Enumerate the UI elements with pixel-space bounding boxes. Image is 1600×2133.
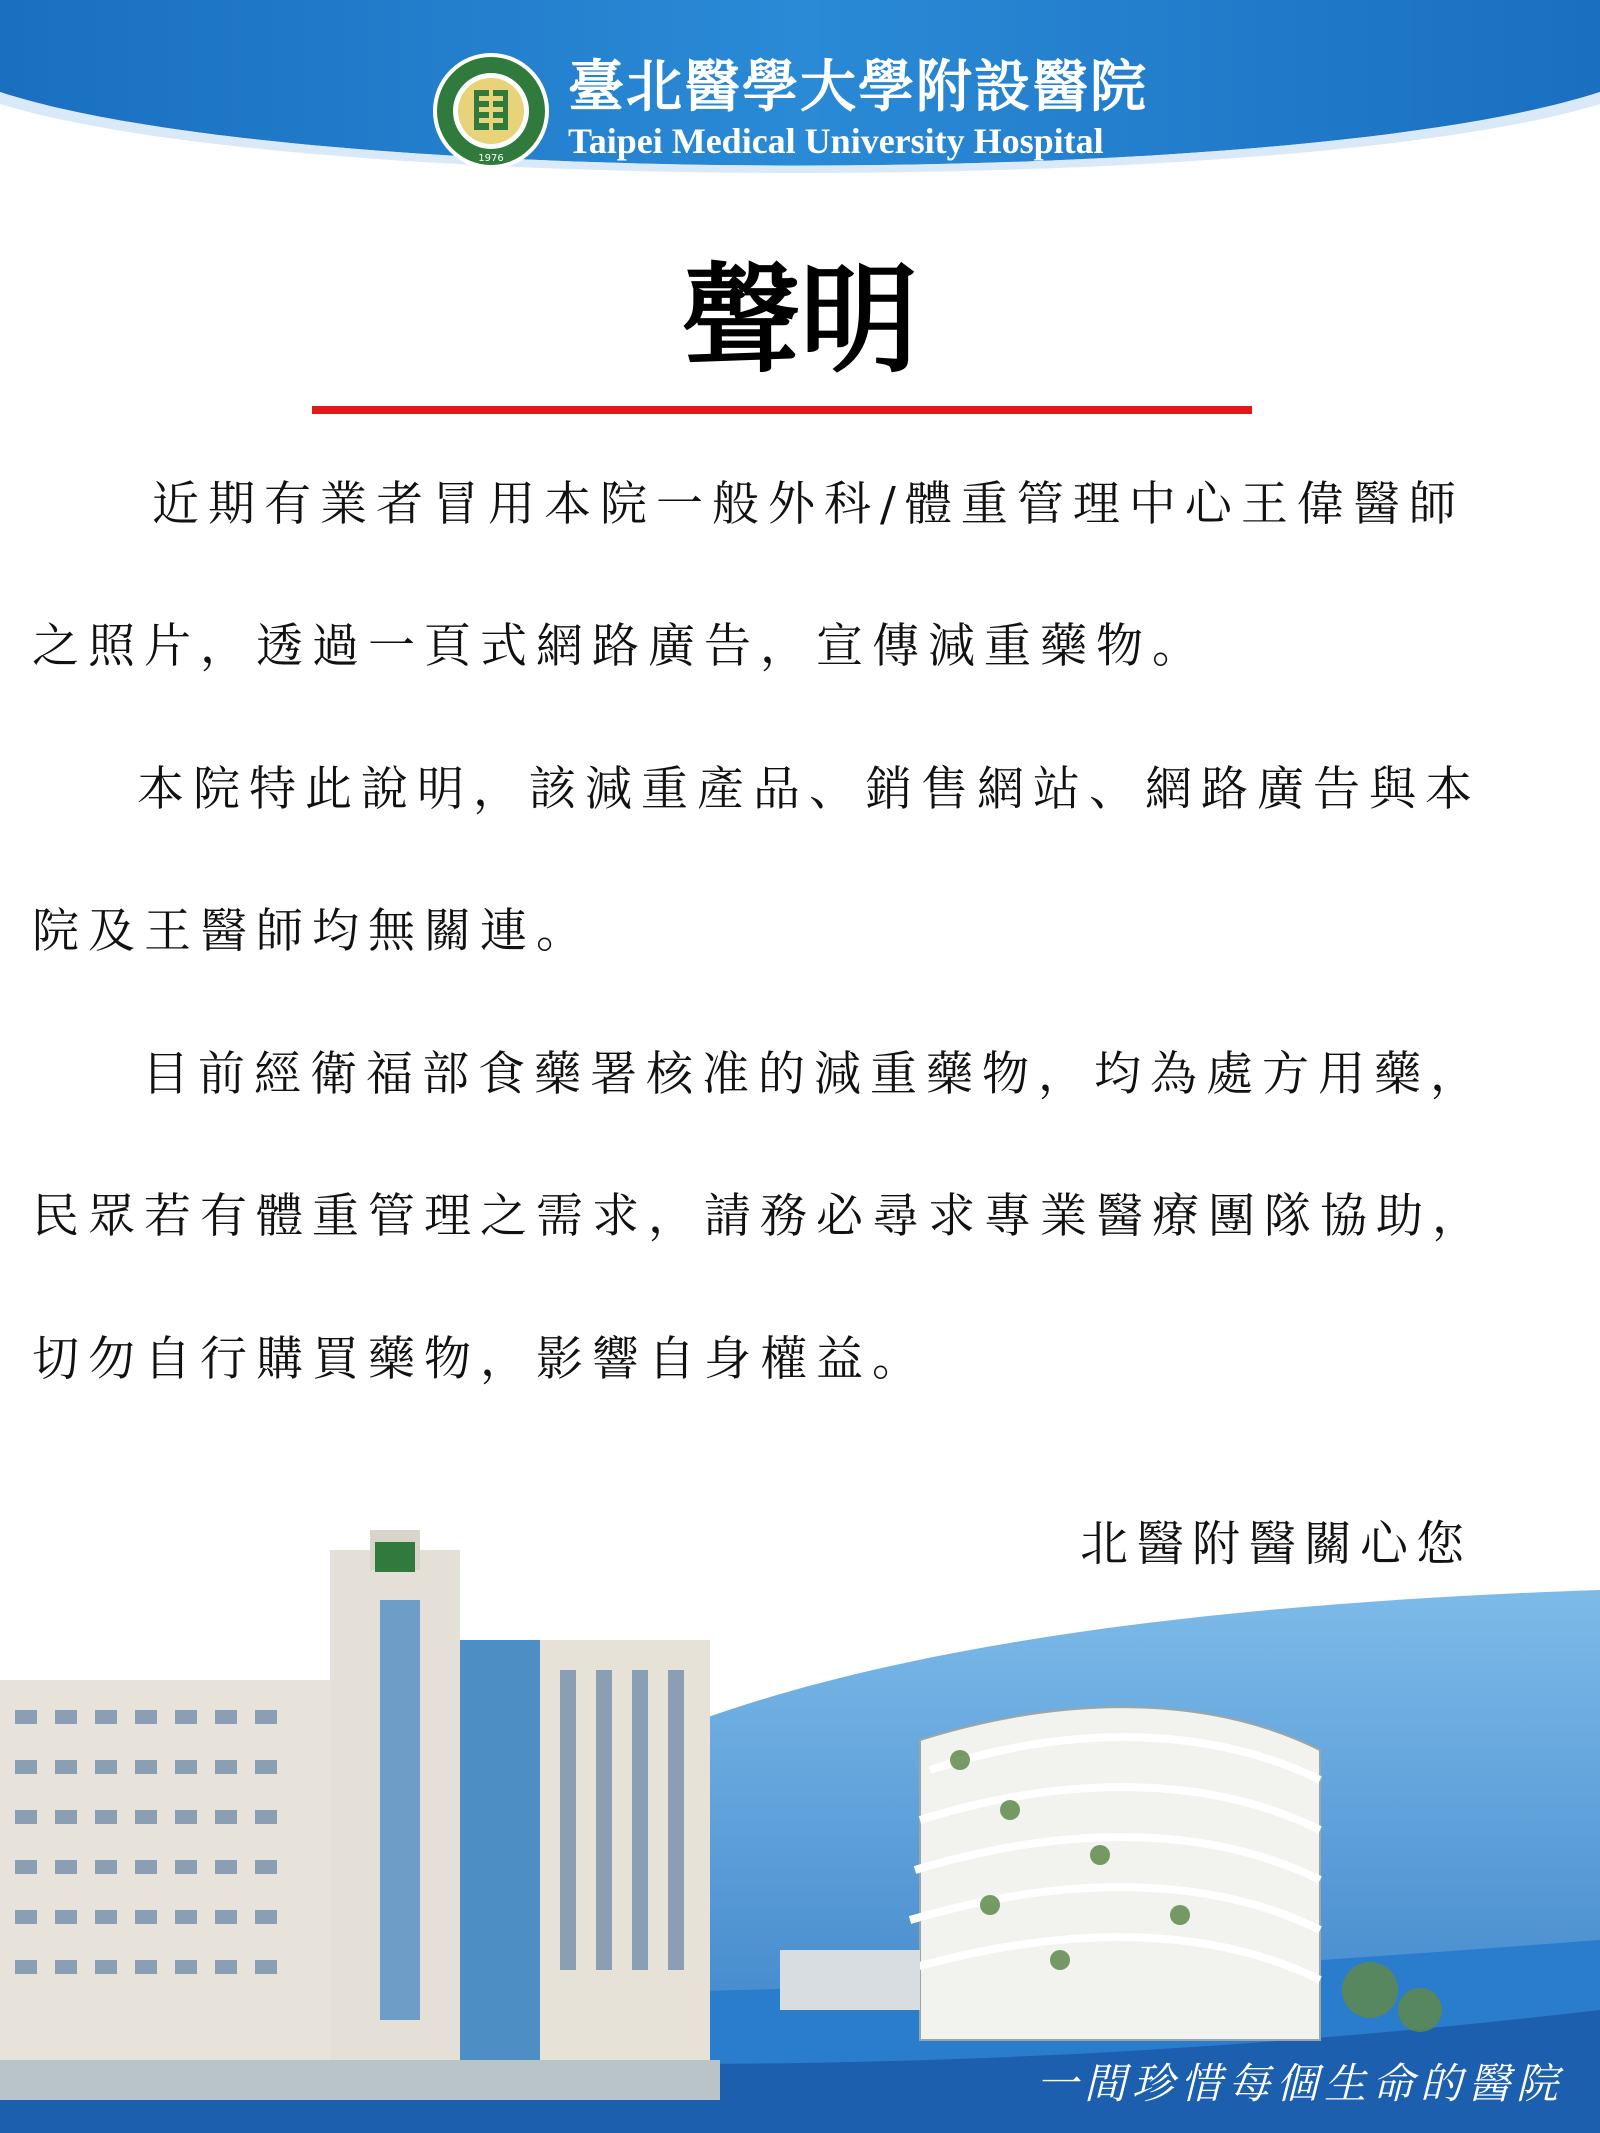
statement-line: 院及王醫師均無關連。: [32, 904, 592, 959]
statement-line: 本院特此說明，該減重產品、銷售網站、網路廣告與本: [137, 762, 1481, 817]
footer-slogan: 一間珍惜每個生命的醫院: [1035, 2059, 1564, 2108]
hospital-name-en: Taipei Medical University Hospital: [568, 121, 1104, 161]
brand-text-block: [568, 56, 1148, 162]
signature: 北醫附醫關心您: [1080, 1516, 1473, 1572]
buildings-illustration: [0, 1520, 1600, 2133]
statement-line: 之照片，透過一頁式網路廣告，宣傳減重藥物。: [32, 619, 1208, 674]
statement-line: 切勿自行購買藥物，影響自身權益。: [32, 1332, 928, 1387]
svg-text:1976: 1976: [478, 153, 504, 164]
hospital-seal-logo: [430, 50, 552, 172]
header-banner: [0, 0, 1600, 190]
footer-buildings: [0, 1520, 1600, 2133]
hospital-name-zh: 臺北醫學大學附設醫院: [568, 55, 1148, 120]
statement-line: 目前經衛福部食藥署核准的減重藥物，均為處方用藥，: [142, 1047, 1486, 1102]
statement-line: 民眾若有體重管理之需求，請務必尋求專業醫療團隊協助，: [32, 1189, 1488, 1244]
title-underline: [312, 406, 1252, 414]
page-title: 聲明: [681, 251, 918, 389]
statement-line: 近期有業者冒用本院一般外科/體重管理中心王偉醫師: [152, 477, 1465, 532]
